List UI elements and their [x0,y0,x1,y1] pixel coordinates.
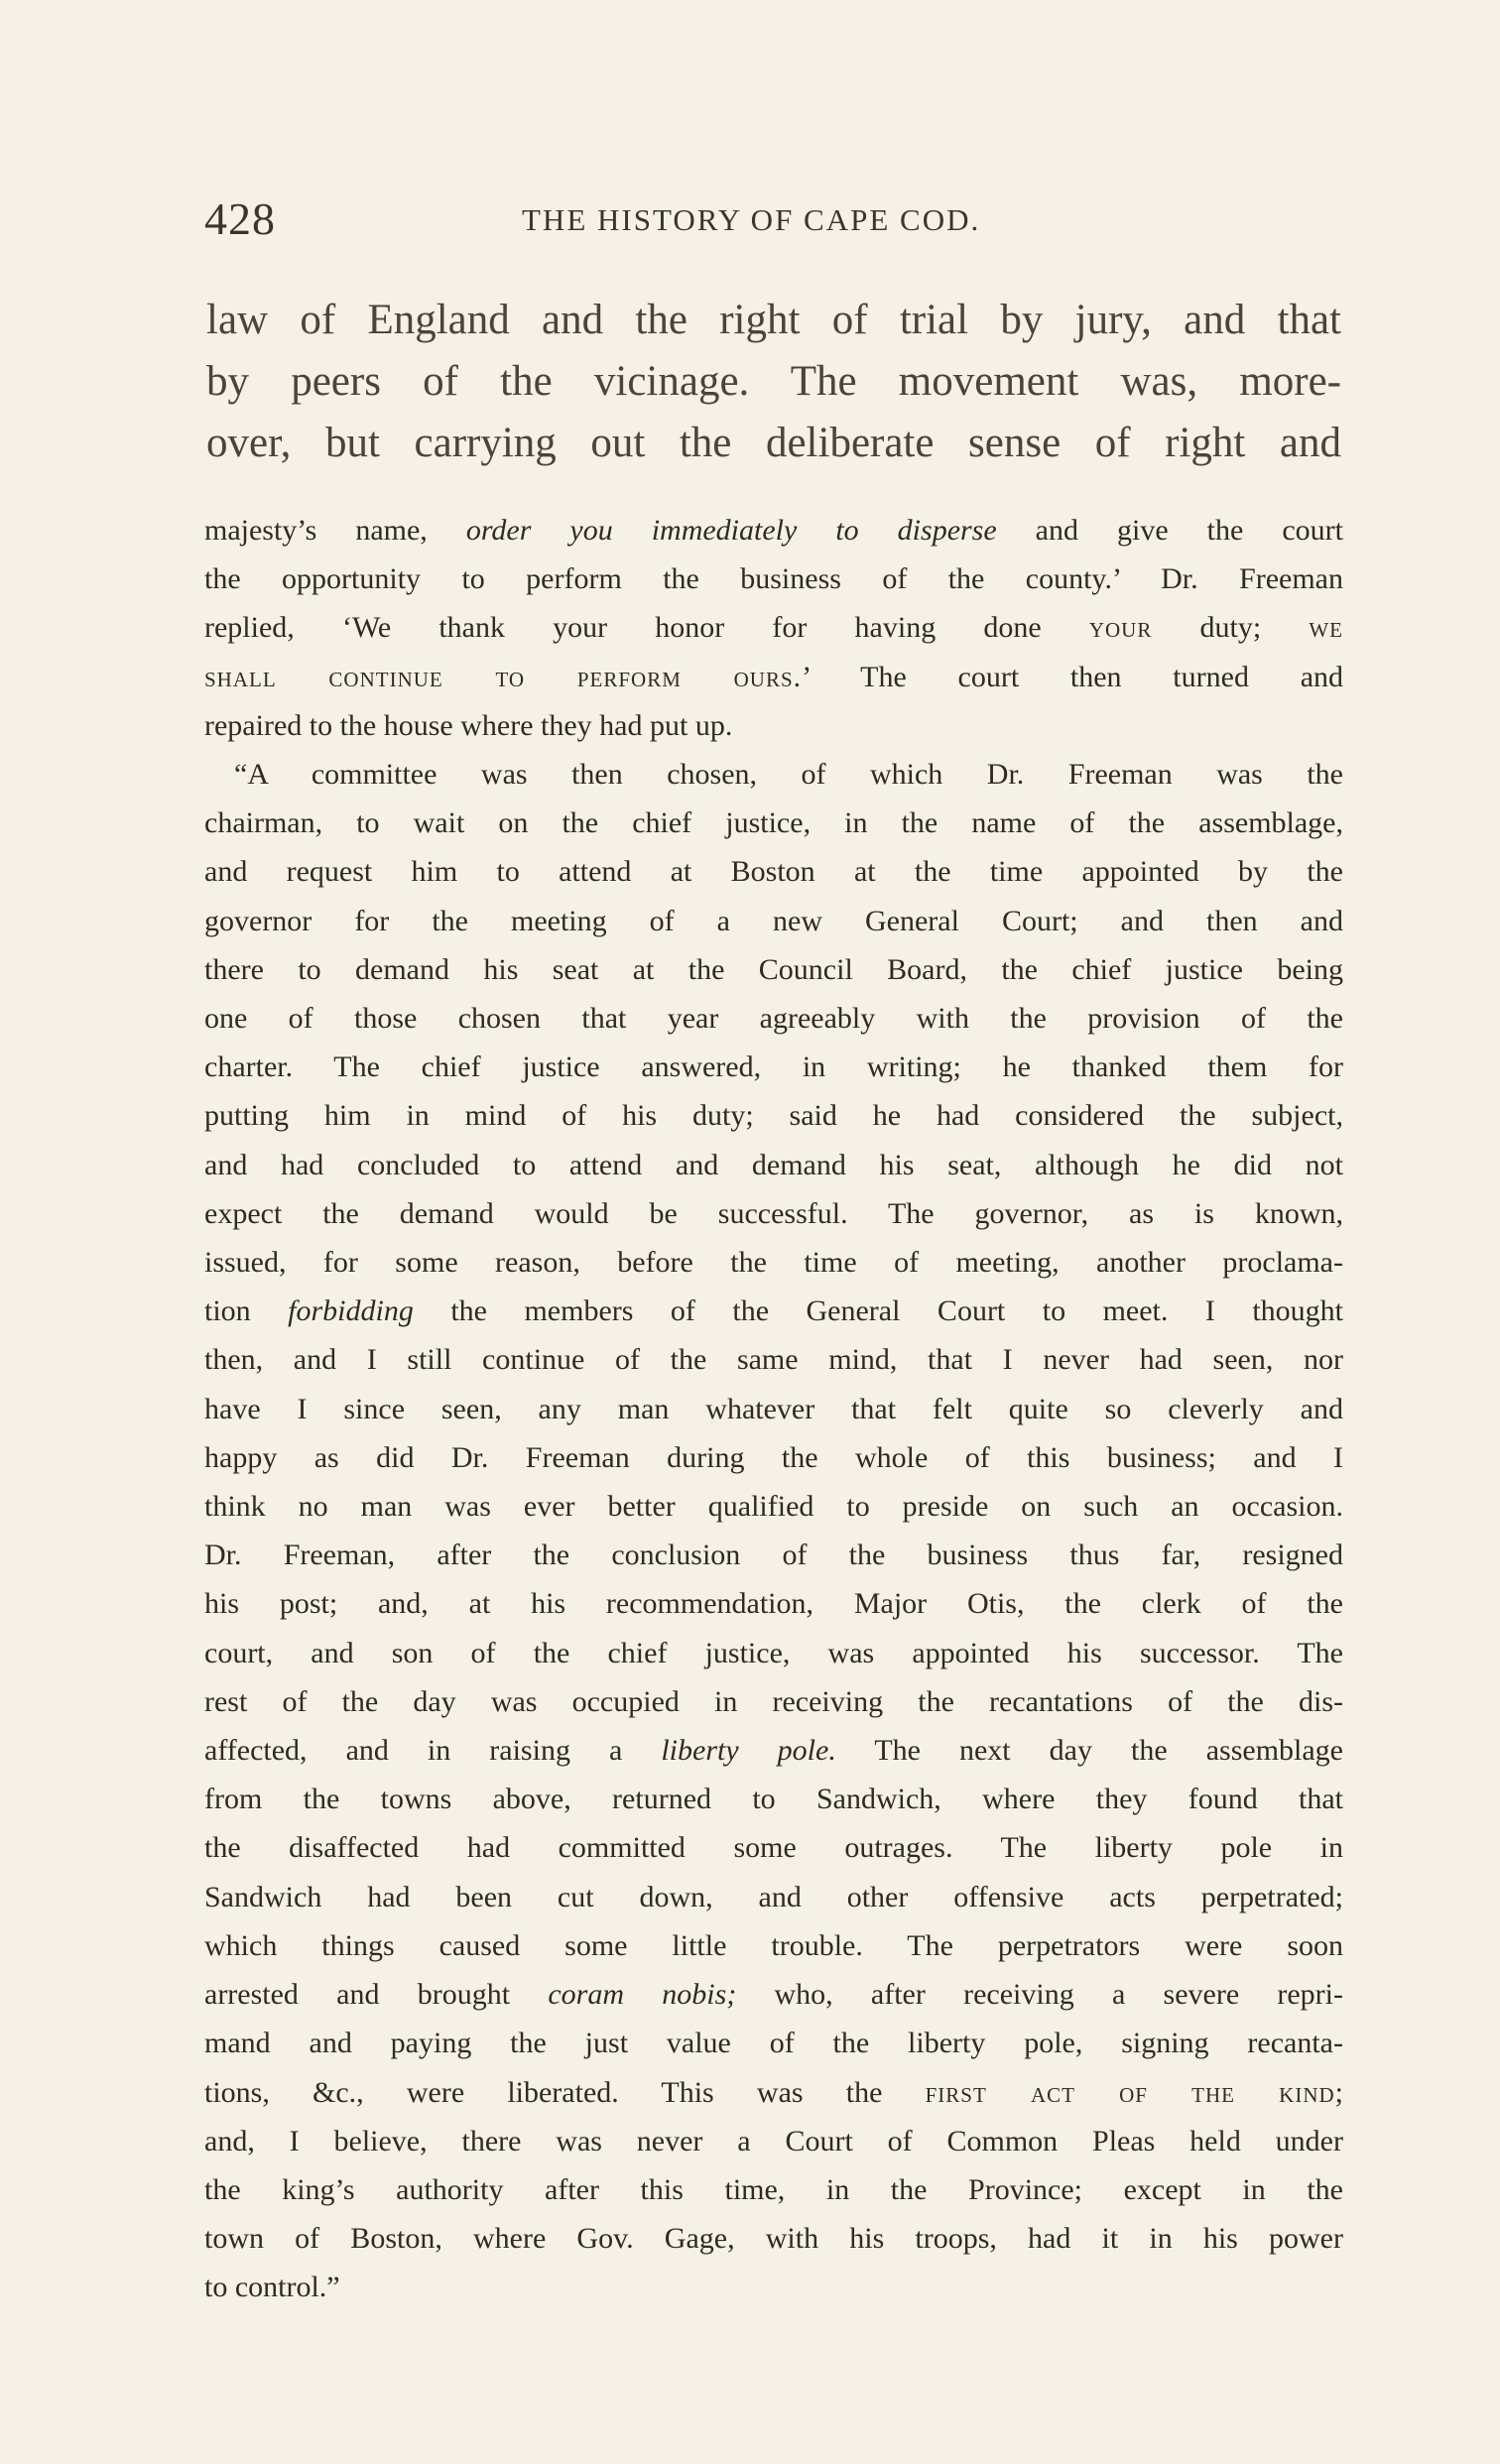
quote-line: chairman, to wait on the chief justice, in the name of the assemblage, [204,806,1343,840]
text-run: ; [1334,2075,1344,2109]
quote-line: rest of the day was occupied in receiving the recantations of the dis- [204,1684,1343,1718]
quote-line [204,1726,1343,1775]
quote-line: Sandwich had been cut down, and other offensive acts perpetrated; [204,1880,1343,1913]
quote-line: have I since seen, any man whatever that felt quite so cleverly and [204,1392,1343,1425]
quote-line [204,506,1343,554]
quote-line: and request him to attend at Boston at the time appointed by the [204,855,1343,889]
text-run: arrested and brought [204,1978,549,2012]
text-run: The next day the assemblage [835,1734,1343,1768]
quote-line [204,1287,1343,1335]
quote-line: court, and son of the chief justice, was appointed his successor. The [204,1636,1343,1669]
text-run: ’ The court then turned and [802,660,1344,693]
page-number: 428 [204,193,276,244]
italic-run: order you immediately to disperse [465,514,997,547]
quoted-text-block [204,506,1343,2312]
italic-run: forbidding [288,1294,414,1328]
quote-line: town of Boston, where Gov. Gage, with his troops, had it in his power [204,2222,1343,2256]
quote-line: there to demand his seat at the Council Board, the chief justice being [204,952,1343,986]
main-text-line: law of England and the right of trial by jury, and that [206,297,1341,343]
quote-line: issued, for some reason, before the time of meeting, another proclama- [204,1246,1343,1280]
quote-line: charter. The chief justice answered, in writing; he thanked them for [204,1050,1343,1084]
text-run: replied, ‘We thank your honor for having done [204,611,1089,645]
quote-line: his post; and, at his recommendation, Major Otis, the clerk of the [204,1587,1343,1621]
small-caps-run: your [1088,611,1153,645]
quote-line: “A committee was then chosen, of which Dr. Freeman was the [234,758,1343,792]
main-text-block [206,290,1341,474]
text-run: and give the court [996,514,1343,547]
text-run: duty; [1152,611,1310,645]
text-run: tions, &c., were liberated. This was the [204,2075,926,2109]
quote-line: expect the demand would be successful. The governor, as is known, [204,1196,1343,1230]
quote-line: which things caused some little trouble. The perpetrators were soon [204,1928,1343,1962]
quote-line: one of those chosen that year agreeably with the provision of the [204,1002,1343,1036]
italic-run: liberty pole. [661,1734,836,1768]
quote-line: and had concluded to attend and demand his seat, although he did not [204,1148,1343,1181]
running-head: THE HISTORY OF CAPE COD. [522,202,981,237]
text-run: tion [204,1294,289,1328]
text-run: the members of the General Court to meet. I thought [413,1294,1343,1328]
small-caps-run: first act of the kind [925,2075,1335,2109]
small-caps-run: we [1309,611,1343,645]
quote-line [204,2068,1343,2117]
quote-line: from the towns above, returned to Sandwich, where they found that [204,1783,1343,1816]
quote-line: and, I believe, there was never a Court of Common Pleas held under [204,2124,1343,2157]
main-text-line: over, but carrying out the deliberate sense of right and [206,420,1341,466]
small-caps-run: shall continue to perform ours. [204,660,803,693]
quote-line [204,603,1343,652]
quote-line: Dr. Freeman, after the conclusion of the business thus far, resigned [204,1539,1343,1572]
quote-line: to control.” [204,2271,340,2304]
italic-run: coram nobis; [548,1978,737,2012]
quote-line: think no man was ever better qualified to preside on such an occasion. [204,1490,1343,1524]
quote-line: the king’s authority after this time, in the Province; except in the [204,2172,1343,2206]
quote-line: putting him in mind of his duty; said he had considered the subject, [204,1099,1343,1133]
quote-line: happy as did Dr. Freeman during the whole of this business; and I [204,1440,1343,1474]
text-run: majesty’s name, [204,514,466,547]
quote-line [204,1970,1343,2019]
quote-line [204,653,1343,701]
quote-line: then, and I still continue of the same mind, that I never had seen, nor [204,1343,1343,1377]
quote-line: governor for the meeting of a new General Court; and then and [204,904,1343,937]
quote-line: the opportunity to perform the business of the county.’ Dr. Freeman [204,562,1343,596]
main-text-line: by peers of the vicinage. The movement was, more- [206,358,1341,405]
quote-line: mand and paying the just value of the liberty pole, signing recanta- [204,2027,1343,2060]
text-run: who, after receiving a severe repri- [736,1978,1343,2012]
page-header [204,192,1345,252]
quote-line: the disaffected had committed some outrages. The liberty pole in [204,1831,1343,1865]
quote-line: repaired to the house where they had put up. [204,708,733,742]
text-run: affected, and in raising a [204,1734,662,1768]
